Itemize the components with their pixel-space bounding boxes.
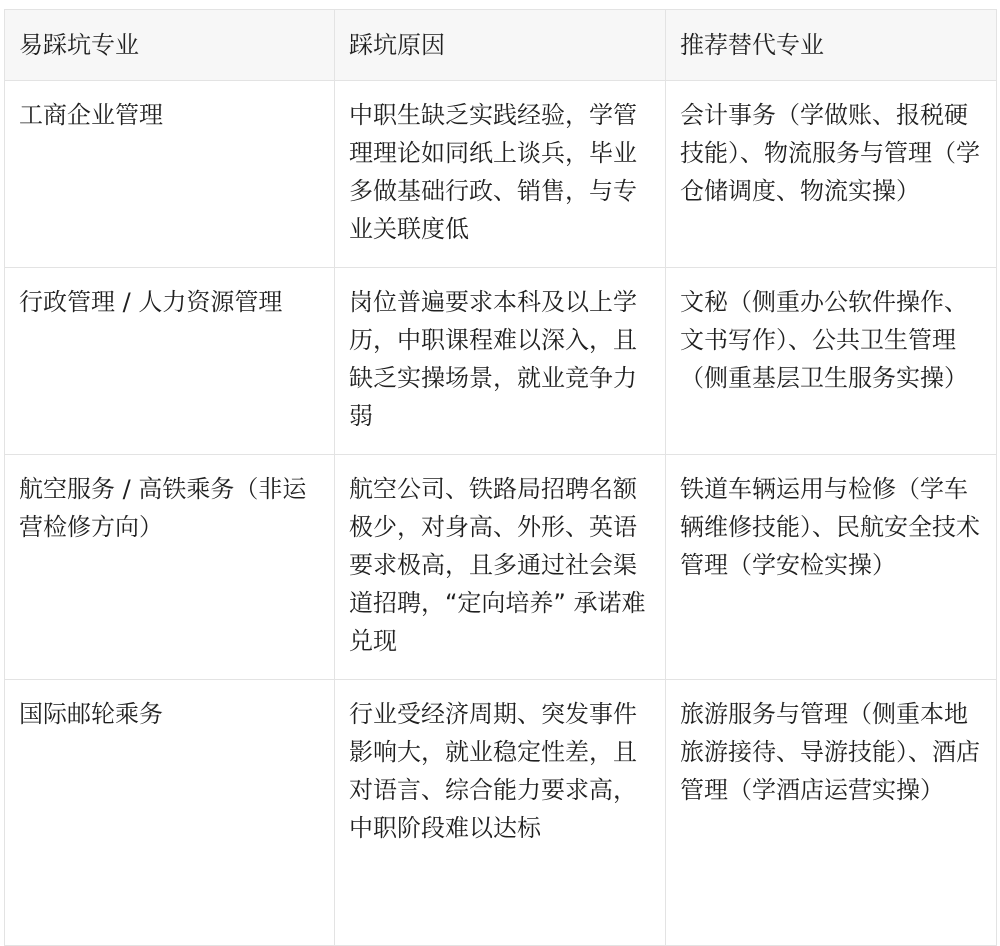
cell-reason: 中职生缺乏实践经验，学管理理论如同纸上谈兵，毕业多做基础行政、销售，与专业关联度低 bbox=[335, 81, 666, 268]
cell-reason: 岗位普遍要求本科及以上学历，中职课程难以深入，且缺乏实操场景，就业竞争力弱 bbox=[335, 268, 666, 455]
cell-alternative-major: 铁道车辆运用与检修（学车辆维修技能）、民航安全技术管理（学安检实操） bbox=[666, 455, 997, 680]
cell-reason: 行业受经济周期、突发事件影响大，就业稳定性差，且对语言、综合能力要求高，中职阶段难以达标 bbox=[335, 680, 666, 946]
cell-risky-major: 国际邮轮乘务 bbox=[5, 680, 335, 946]
cell-reason: 航空公司、铁路局招聘名额极少，对身高、外形、英语要求极高，且多通过社会渠道招聘，“定向培养” 承诺难兑现 bbox=[335, 455, 666, 680]
cell-alternative-major: 文秘（侧重办公软件操作、文书写作）、公共卫生管理（侧重基层卫生服务实操） bbox=[666, 268, 997, 455]
table-row bbox=[5, 81, 997, 268]
cell-risky-major: 航空服务 / 高铁乘务（非运营检修方向） bbox=[5, 455, 335, 680]
header-alternative-major: 推荐替代专业 bbox=[666, 10, 997, 81]
majors-table-container bbox=[4, 9, 996, 946]
cell-alternative-major: 会计事务（学做账、报税硬技能）、物流服务与管理（学仓储调度、物流实操） bbox=[666, 81, 997, 268]
table-row bbox=[5, 268, 997, 455]
header-risky-major: 易踩坑专业 bbox=[5, 10, 335, 81]
header-reason: 踩坑原因 bbox=[335, 10, 666, 81]
table-row bbox=[5, 680, 997, 946]
table-header-row bbox=[5, 10, 997, 81]
cell-risky-major: 工商企业管理 bbox=[5, 81, 335, 268]
table-row bbox=[5, 455, 997, 680]
majors-comparison-table bbox=[4, 9, 997, 946]
cell-alternative-major: 旅游服务与管理（侧重本地旅游接待、导游技能）、酒店管理（学酒店运营实操） bbox=[666, 680, 997, 946]
cell-risky-major: 行政管理 / 人力资源管理 bbox=[5, 268, 335, 455]
